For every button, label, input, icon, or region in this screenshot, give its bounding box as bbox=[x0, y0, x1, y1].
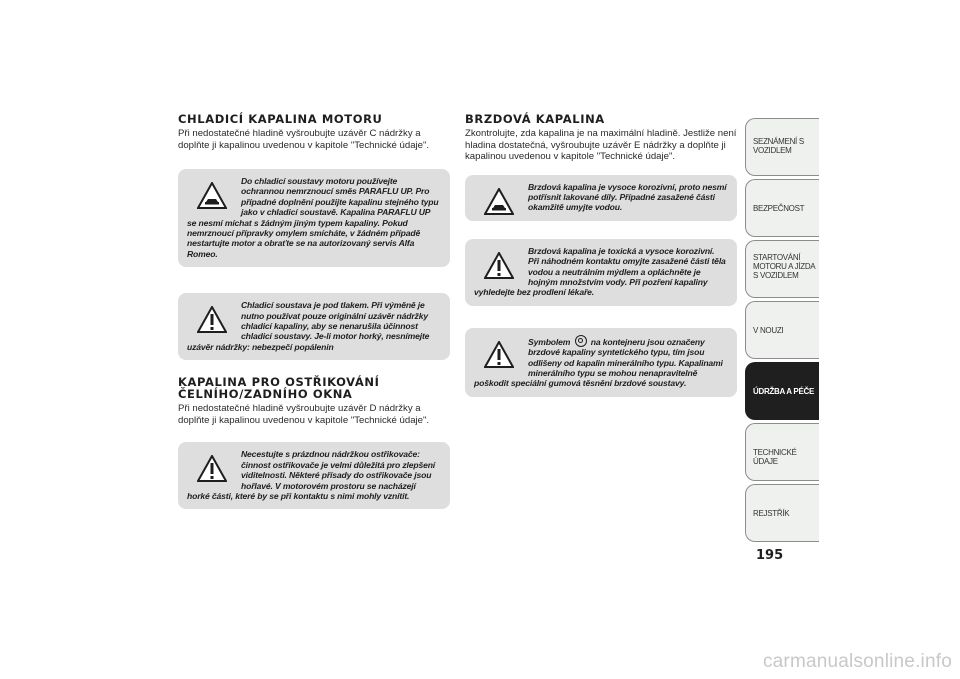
washer-danger-text: Necestujte s prázdnou nádržkou ostřikovače: činnost ostřikovače je velmi důležitá pro zlepšení viditelnosti. Některé přísady do ostřikovače jsou hořlavé. V motorovém prostoru se nacházejí horké části, které by se při kontaktu s nimi mohly vznítit. bbox=[187, 449, 436, 501]
brake-symbol-text-pre: Symbolem bbox=[528, 336, 571, 347]
warning-triangle-icon bbox=[197, 455, 227, 483]
tab-label: TECHNICKÉ ÚDAJE bbox=[753, 448, 797, 466]
coolant-danger-box bbox=[178, 293, 450, 360]
tab-safety[interactable] bbox=[745, 179, 819, 237]
brake-body: Zkontrolujte, zda kapalina je na maximální hladině. Jestliže není hladina dostatečná, vyšroubujte uzávěr E nádržky a doplňte ji kapalinou uvedenou v kapitole "Technické údaje". bbox=[465, 128, 737, 162]
brake-danger-box bbox=[465, 239, 737, 306]
car-paint-caution-icon bbox=[484, 188, 514, 216]
washer-title-line1: KAPALINA PRO OSTŘIKOVÁNÍ bbox=[178, 375, 380, 390]
brake-symbol-text-post: na kontejneru jsou označeny brzdové kapaliny syntetického typu, tím jsou odlišeny od kapalin minerálního typu. Kapalinami minerálního typu se mohou nenapravitelně poškodit speciální gumová těsnění brzdové soustavy. bbox=[474, 336, 723, 389]
right-column bbox=[465, 113, 737, 397]
car-paint-caution-icon bbox=[197, 182, 227, 210]
tab-label: V NOUZI bbox=[753, 326, 784, 335]
left-column bbox=[178, 113, 450, 509]
coolant-title: CHLADICÍ KAPALINA MOTORU bbox=[178, 112, 383, 126]
washer-danger-box bbox=[178, 442, 450, 509]
tab-label: REJSTŘÍK bbox=[753, 509, 790, 518]
washer-title-line2: ČELNÍHO/ZADNÍHO OKNA bbox=[178, 387, 353, 402]
synthetic-fluid-symbol-icon bbox=[575, 335, 587, 347]
warning-triangle-icon bbox=[484, 252, 514, 280]
page-number: 195 bbox=[756, 548, 784, 563]
coolant-danger-text: Chladicí soustava je pod tlakem. Při výměně je nutno používat pouze originální uzávěr nádržky chladicí kapaliny, aby se nenarušila účinnost chladicí soustavy. Je-li motor horký, nesnímejte uzávěr nádržky: nebezpečí popálenin bbox=[187, 300, 430, 352]
tab-label: BEZPEČNOST bbox=[753, 204, 805, 213]
tab-technical-data[interactable] bbox=[745, 423, 819, 481]
warning-triangle-icon bbox=[197, 306, 227, 334]
coolant-caution-box bbox=[178, 169, 450, 267]
tab-label: ÚDRŽBA A PÉČE bbox=[753, 387, 814, 396]
brake-title: BRZDOVÁ KAPALINA bbox=[465, 112, 605, 126]
watermark: carmanualsonline.info bbox=[762, 651, 952, 672]
tab-maintenance[interactable] bbox=[745, 362, 819, 420]
brake-caution-text: Brzdová kapalina je vysoce korozivní, proto nesmí potřísnit lakované díly. Případné zasažené části okamžitě umyjte vodou. bbox=[528, 181, 727, 213]
brake-caution-box bbox=[465, 175, 737, 221]
brake-symbol-box bbox=[465, 328, 737, 397]
tab-label: SEZNÁMENÍ S VOZIDLEM bbox=[753, 137, 804, 155]
warning-triangle-icon bbox=[484, 341, 514, 369]
coolant-caution-text: Do chladicí soustavy motoru používejte ochrannou nemrznoucí směs PARAFLU UP. Pro případné doplnění použijte kapalinu stejného typu jako v chladicí soustavě. Kapalina PARAFLU UP se nesmí míchat s žádným jiným typem kapaliny. Pokud nemrznoucí přípravky omylem smícháte, v žádném případě nestartujte motor a obraťte se na autorizovaný servis Alfa Romeo. bbox=[187, 176, 439, 259]
coolant-body: Při nedostatečné hladině vyšroubujte uzávěr C nádržky a doplňte ji kapalinou uvedenou v kapitole "Technické údaje". bbox=[178, 128, 430, 151]
washer-title bbox=[178, 376, 450, 400]
brake-danger-text: Brzdová kapalina je toxická a vysoce korozivní. Při náhodném kontaktu omyjte zasažené části těla vodou a neutrálním mýdlem a opláchněte je hojným množstvím vody. Při pozření kapaliny vyhledejte bez prodlení lékaře. bbox=[474, 245, 726, 298]
chapter-tabs bbox=[745, 118, 819, 545]
washer-body: Při nedostatečné hladině vyšroubujte uzávěr D nádržky a doplňte ji kapalinou uvedenou v kapitole "Technické údaje". bbox=[178, 403, 430, 426]
tab-index[interactable] bbox=[745, 484, 819, 542]
tab-emergency[interactable] bbox=[745, 301, 819, 359]
tab-starting-driving[interactable] bbox=[745, 240, 819, 298]
tab-getting-to-know[interactable] bbox=[745, 118, 819, 176]
tab-label: STARTOVÁNÍ MOTORU A JÍZDA S VOZIDLEM bbox=[753, 253, 815, 280]
